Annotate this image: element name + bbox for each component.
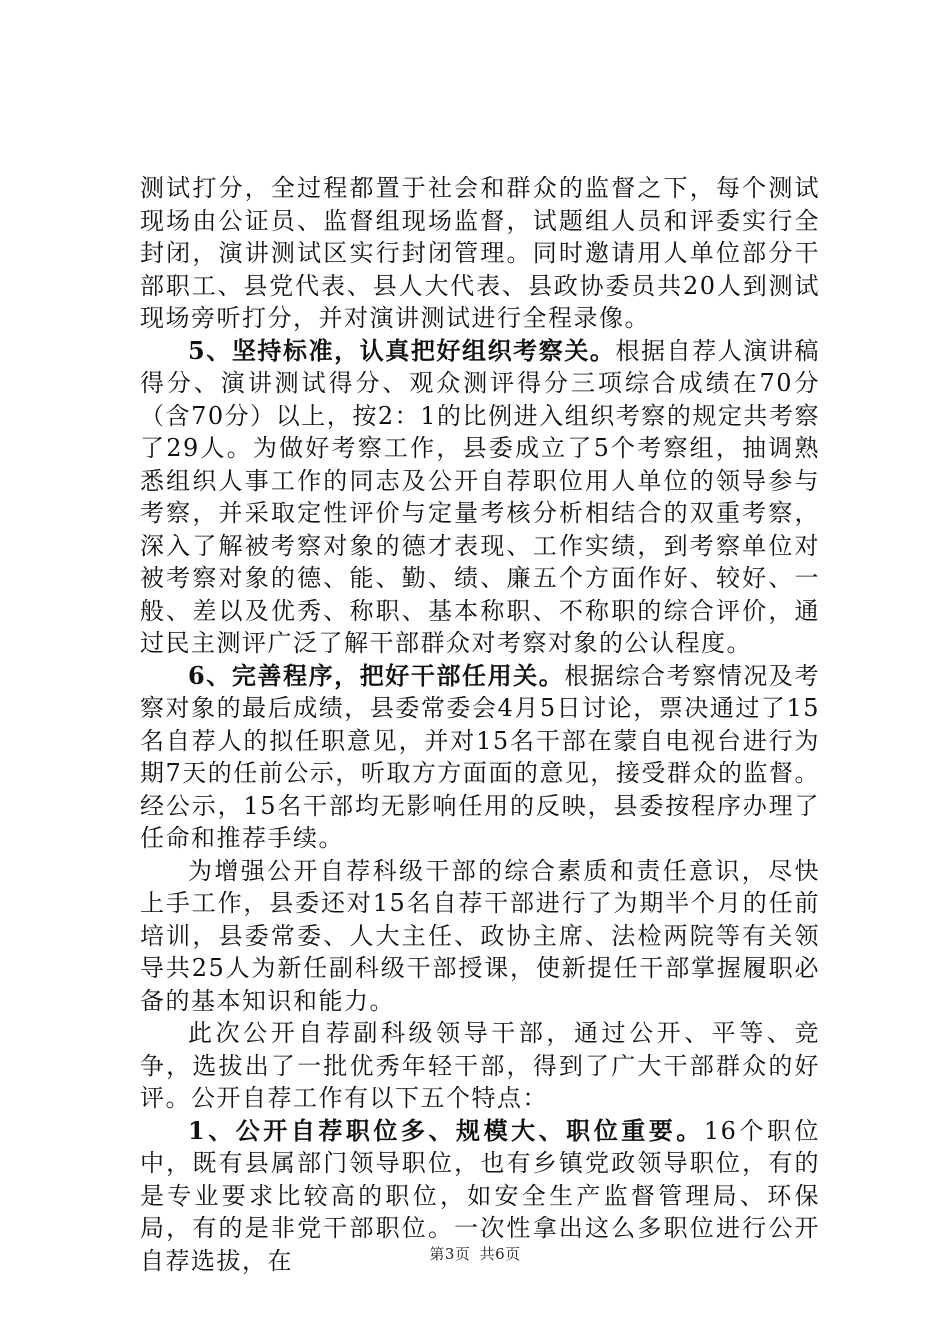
paragraph-heading: 1、公开自荐职位多、规模大、职位重要。: [188, 1115, 704, 1145]
paragraph-text: 根据自荐人演讲稿得分、演讲测试得分、观众测评得分三项综合成绩在70分（含70分）以上，按2：1的比例进入组织考察的规定共考察了29人。为做好考察工作，县委成立了5个考察组，抽调熟悉组织人事工作的同志及公开自荐职位用人单位的领导参与考察，并采取定性评价与定量考核分析相结合的双重考察，深入了解被考察对象的德才表现、工作实绩，到考察单位对被考察对象的德、能、勤、绩、廉五个方面作好、较好、一般、差以及优秀、称职、基本称职、不称职的综合评价，通过民主测评广泛了解干部群众对考察对象的公认程度。: [140, 336, 821, 657]
page-total: 共6页: [479, 1245, 521, 1263]
paragraph-3: [140, 660, 820, 855]
paragraph-4: [140, 855, 820, 1018]
paragraph-1: [140, 172, 820, 335]
page-footer: [0, 1243, 950, 1264]
paragraph-text: 此次公开自荐副科级领导干部，通过公开、平等、竞争，选拔出了一批优秀年轻干部，得到了广大干部群众的好评。公开自荐工作有以下五个特点：: [140, 1019, 820, 1112]
paragraph-text: 16个职位中，既有县属部门领导职位，也有乡镇党政领导职位，有的是专业要求比较高的职位，如安全生产监督管理局、环保局，有的是非党干部职位。一次性拿出这么多职位进行公开自荐选拔，在: [140, 1116, 821, 1275]
paragraph-text: 为增强公开自荐科级干部的综合素质和责任意识，尽快上手工作，县委还对15名自荐干部进行了为期半个月的任前培训，县委常委、人大主任、政协主席、法检两院等有关领导共25人为新任副科级干部授课，使新提任干部掌握履职必备的基本知识和能力。: [140, 856, 820, 1015]
page-number: 第3页: [429, 1245, 471, 1263]
document-body: [140, 172, 820, 1277]
paragraph-heading: 6、完善程序，把好干部任用关。: [188, 660, 565, 690]
paragraph-text: 根据综合考察情况及考察对象的最后成绩，县委常委会4月5日讨论，票决通过了15名自荐人的拟任职意见，并对15名干部在蒙自电视台进行为期7天的任前公示，听取方方面面的意见，接受群众的监督。经公示，15名干部均无影响任用的反映，县委按程序办理了任命和推荐手续。: [140, 661, 821, 852]
paragraph-2: [140, 335, 820, 660]
paragraph-text: 测试打分，全过程都置于社会和群众的监督之下，每个测试现场由公证员、监督组现场监督，试题组人员和评委实行全封闭，演讲测试区实行封闭管理。同时邀请用人单位部分干部职工、县党代表、县人大代表、县政协委员共20人到测试现场旁听打分，并对演讲测试进行全程录像。: [140, 174, 820, 332]
paragraph-heading: 5、坚持标准，认真把好组织考察关。: [188, 335, 616, 365]
paragraph-5: [140, 1017, 820, 1115]
